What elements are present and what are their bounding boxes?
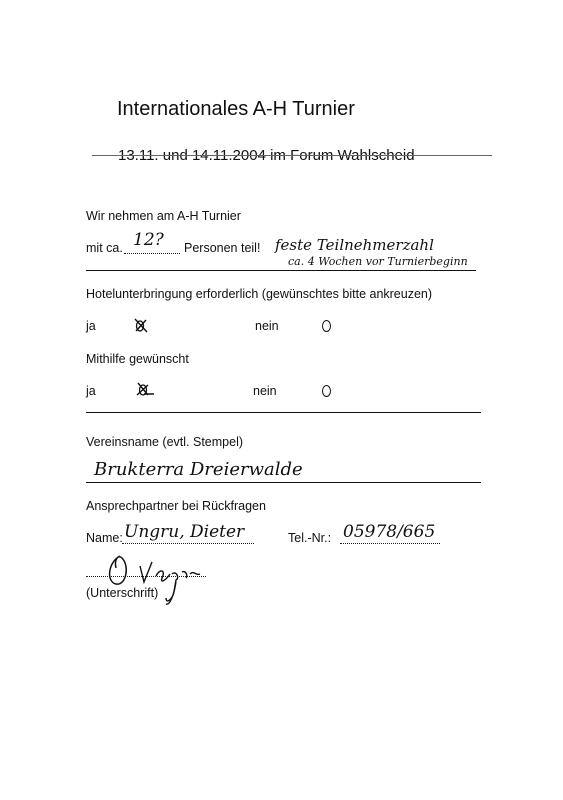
- strikethrough-line: [92, 155, 492, 156]
- contact-phone-value[interactable]: 05978/665: [343, 522, 436, 542]
- help-no-checkbox[interactable]: [322, 385, 331, 397]
- name-dotted-line: [122, 543, 254, 544]
- hotel-question: Hotelunterbringung erforderlich (gewünschtes bitte ankreuzen): [86, 287, 433, 301]
- participants-count-dotted-line: [124, 253, 180, 254]
- phone-dotted-line: [340, 543, 440, 544]
- participants-suffix: Personen teil!: [184, 241, 261, 255]
- section-divider: [86, 412, 481, 413]
- checked-circle-icon: [136, 380, 156, 398]
- contact-name-value[interactable]: Ungru, Dieter: [124, 522, 245, 542]
- contact-name-label: Name:: [86, 531, 123, 545]
- intro-text: Wir nehmen am A-H Turnier: [86, 209, 241, 223]
- help-question: Mithilfe gewünscht: [86, 352, 189, 366]
- participants-note-line1: feste Teilnehmerzahl: [275, 236, 434, 254]
- participants-prefix: mit ca.: [86, 241, 123, 255]
- hotel-yes-checkbox[interactable]: [134, 316, 150, 339]
- hotel-yes-label: ja: [86, 319, 96, 333]
- club-underline: [86, 482, 481, 483]
- handwritten-signature[interactable]: [100, 548, 210, 613]
- hotel-no-checkbox[interactable]: [322, 320, 331, 332]
- club-name[interactable]: Brukterra Dreierwalde: [94, 459, 303, 480]
- form-title: Internationales A-H Turnier: [117, 98, 355, 120]
- contact-heading: Ansprechpartner bei Rückfragen: [86, 499, 266, 513]
- help-yes-checkbox[interactable]: [136, 380, 156, 403]
- participants-underline: [86, 270, 476, 271]
- participants-count[interactable]: 12?: [133, 230, 164, 250]
- event-dates: 13.11. und 14.11.2004 im Forum Wahlscheid: [118, 147, 415, 164]
- help-yes-label: ja: [86, 384, 96, 398]
- help-no-label: nein: [253, 384, 277, 398]
- signature-label: (Unterschrift): [86, 586, 159, 600]
- club-label: Vereinsname (evtl. Stempel): [86, 435, 244, 449]
- contact-phone-label: Tel.-Nr.:: [288, 531, 332, 545]
- checked-circle-icon: [134, 316, 150, 334]
- hotel-no-label: nein: [255, 319, 279, 333]
- participants-note-line2: ca. 4 Wochen vor Turnierbeginn: [288, 255, 468, 268]
